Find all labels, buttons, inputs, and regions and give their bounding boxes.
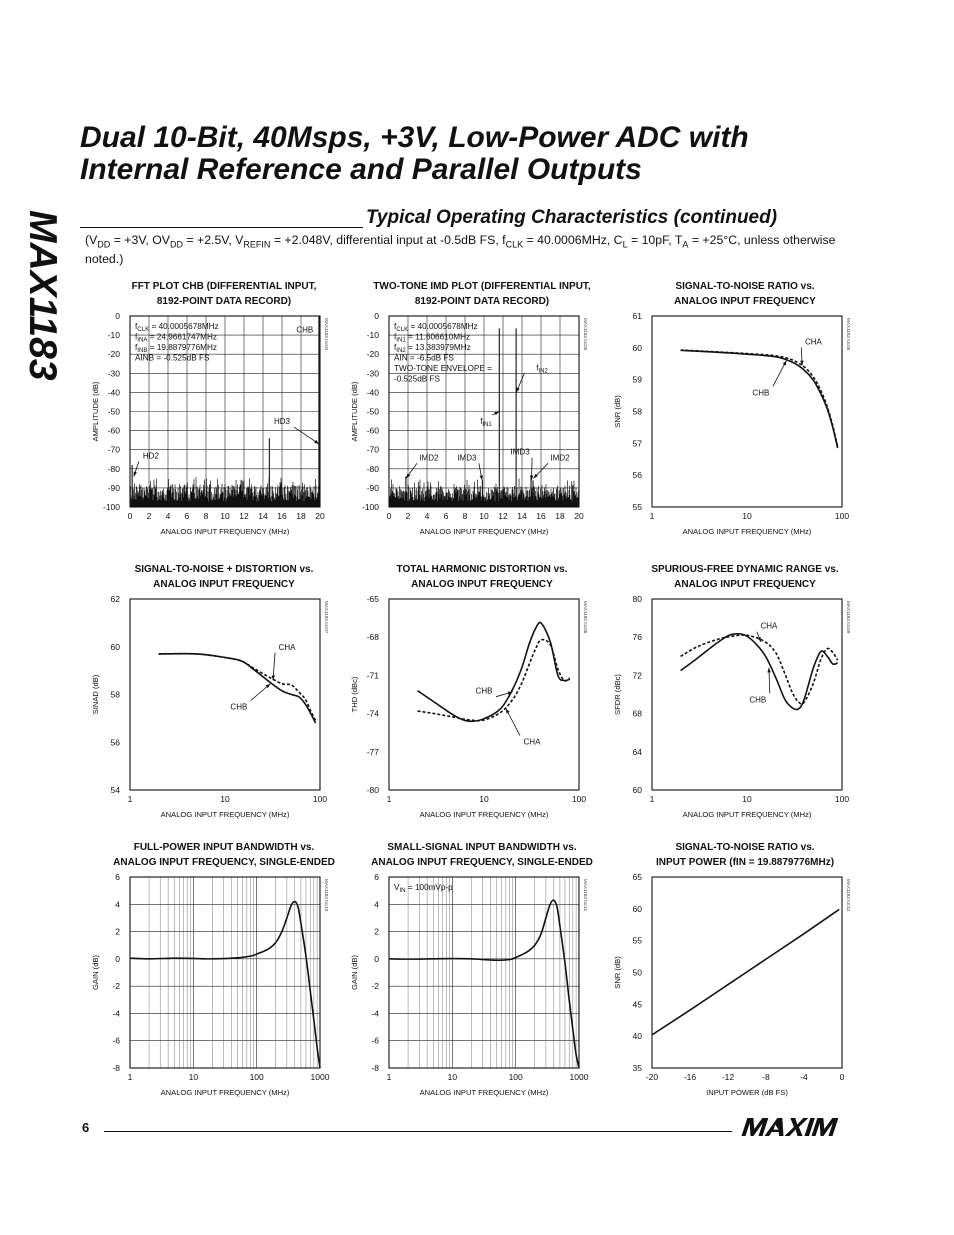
chart-title-toc08: TOTAL HARMONIC DISTORTION vs. ANALOG INPUT FREQUENCY	[396, 564, 568, 590]
x-tick-label: 1	[127, 1072, 133, 1082]
y-tick-label: 50	[632, 967, 642, 978]
annotation-label: IMD2	[419, 453, 439, 463]
x-tick-label: 14	[258, 511, 268, 521]
page-title-line1: Dual 10-Bit, 40Msps, +3V, Low-Power ADC with	[80, 121, 749, 154]
annotation-label: CHB	[752, 388, 770, 398]
y-tick-label: 56	[110, 737, 120, 748]
y-tick-label: 62	[110, 594, 120, 604]
annotation-label: IMD2	[550, 453, 570, 463]
annotation-label: CHB	[296, 325, 314, 335]
y-tick-label: 35	[632, 1063, 642, 1073]
section-title: Typical Operating Characteristics (continued)	[366, 207, 778, 228]
chart-title-toc09: SPURIOUS-FREE DYNAMIC RANGE vs. ANALOG INPUT FREQUENCY	[651, 564, 839, 590]
y-axis-label: THD (dBc)	[350, 676, 359, 713]
x-tick-label: 100	[834, 794, 850, 804]
x-tick-label: 10	[479, 511, 489, 521]
figure-code: MAX1183 toc12	[846, 879, 851, 912]
y-tick-label: -6	[371, 1035, 379, 1046]
y-tick-label: 4	[115, 899, 120, 910]
y-tick-label: -90	[366, 482, 379, 493]
series-line-chb	[681, 350, 838, 448]
x-tick-label: 100	[312, 794, 328, 804]
figure-code: MAX1183 toc09	[846, 601, 851, 634]
chart-toc11	[350, 872, 589, 1097]
plot-frame	[652, 599, 842, 790]
chart-toc12	[613, 872, 851, 1097]
x-tick-label: 4	[424, 511, 430, 521]
y-tick-label: -40	[366, 387, 379, 398]
y-tick-label: -30	[107, 368, 120, 379]
annotation-arrowhead	[783, 361, 787, 366]
figure-code: MAX1183 toc04	[324, 318, 329, 351]
info-line: $f_{INA} = 24.9661747MHz$	[135, 332, 217, 344]
x-tick-label: 20	[315, 511, 325, 521]
y-tick-label: 55	[632, 935, 642, 946]
chart-toc06	[613, 311, 851, 536]
annotation-label: CHA	[804, 337, 822, 347]
chart-toc09	[613, 594, 851, 819]
x-axis-label: INPUT POWER (dB FS)	[706, 1088, 788, 1097]
y-tick-label: -70	[107, 444, 120, 455]
y-tick-label: -70	[366, 444, 379, 455]
info-line: $f_{IN1} = 11.606610MHz$	[394, 332, 471, 344]
y-tick-label: -68	[366, 632, 379, 643]
x-tick-label: 0	[839, 1072, 845, 1082]
y-tick-label: -77	[366, 746, 379, 757]
y-tick-label: -10	[107, 330, 120, 341]
annotation-label: $f_{IN1}$	[480, 417, 492, 429]
y-tick-label: -100	[361, 502, 379, 512]
page-number: 6	[82, 1120, 90, 1135]
x-tick-label: 10	[188, 1072, 199, 1082]
x-tick-label: 18	[555, 511, 565, 521]
y-tick-label: -50	[107, 406, 120, 417]
x-tick-label: -12	[721, 1072, 735, 1082]
chart-title-toc07: SIGNAL-TO-NOISE + DISTORTION vs. ANALOG INPUT FREQUENCY	[134, 564, 314, 590]
y-tick-label: 6	[115, 872, 120, 882]
x-axis-label: ANALOG INPUT FREQUENCY (MHz)	[160, 527, 290, 536]
y-axis-label: SINAD (dB)	[91, 674, 100, 715]
annotation-arrowhead	[767, 668, 770, 673]
y-tick-label: 0	[115, 311, 120, 321]
chart-title-toc12: SIGNAL-TO-NOISE RATIO vs. INPUT POWER (fIN = 19.8879776MHz)	[655, 842, 835, 868]
x-tick-label: 14	[517, 511, 527, 521]
figure-code: MAX1183 toc05	[583, 318, 588, 351]
y-axis-label: SNR (dB)	[613, 956, 622, 989]
y-tick-label: 55	[632, 502, 642, 512]
annotation-label: HD3	[273, 417, 291, 427]
x-axis-label: ANALOG INPUT FREQUENCY (MHz)	[419, 810, 549, 819]
y-tick-label: -60	[366, 425, 379, 436]
y-tick-label: -6	[112, 1035, 120, 1046]
x-tick-label: -8	[762, 1072, 770, 1082]
x-axis-label: ANALOG INPUT FREQUENCY (MHz)	[682, 810, 812, 819]
series-line	[389, 900, 579, 1068]
x-tick-label: 16	[277, 511, 287, 521]
maxim-logo	[740, 1116, 854, 1138]
figure-code: MAX1183 toc10	[324, 879, 329, 912]
x-tick-label: 100	[834, 511, 850, 521]
figure-code: MAX1183 toc07	[324, 601, 329, 634]
x-tick-label: -16	[683, 1072, 697, 1082]
info-line: $V_{IN} = 100mVp-p$	[394, 883, 453, 894]
annotation-label: IMD3	[510, 447, 530, 457]
y-tick-label: 4	[374, 899, 379, 910]
y-tick-label: 2	[374, 926, 379, 937]
x-axis-label: ANALOG INPUT FREQUENCY (MHz)	[419, 1088, 549, 1097]
y-tick-label: -20	[366, 349, 379, 360]
y-tick-label: 56	[632, 470, 642, 481]
info-line: TWO-TONE ENVELOPE =	[394, 364, 492, 373]
annotation-label: CHB	[230, 702, 248, 712]
x-tick-label: 1	[649, 511, 655, 521]
y-axis-label: SFDR (dBc)	[613, 674, 622, 715]
y-tick-label: 58	[632, 406, 642, 417]
annotation-label: CHB	[749, 695, 767, 705]
info-line: $f_{CLK} = 40.0005678MHz$	[135, 322, 219, 333]
x-tick-label: 6	[184, 511, 190, 521]
figure-code: MAX1183 toc06	[846, 318, 851, 351]
info-line: -0.525dB FS	[394, 374, 440, 384]
x-tick-label: 6	[443, 511, 449, 521]
annotation-arrowhead	[506, 709, 510, 714]
y-tick-label: 59	[632, 374, 642, 385]
x-tick-label: 18	[296, 511, 306, 521]
x-tick-label: 1	[386, 794, 392, 804]
y-tick-label: 61	[632, 311, 642, 321]
y-tick-label: 0	[115, 953, 120, 964]
footer-rule	[104, 1131, 732, 1132]
y-axis-label: AMPLITUDE (dB)	[350, 381, 359, 442]
annotation-arrowhead	[134, 471, 137, 476]
info-line: $f_{IN2} = 13.383979MHz$	[394, 343, 471, 354]
x-axis-label: ANALOG INPUT FREQUENCY (MHz)	[419, 527, 549, 536]
x-axis-label: ANALOG INPUT FREQUENCY (MHz)	[682, 527, 812, 536]
x-tick-label: 10	[447, 1072, 458, 1082]
chart-toc05	[350, 311, 588, 536]
x-tick-label: 100	[249, 1072, 264, 1082]
chart-title-toc05: TWO-TONE IMD PLOT (DIFFERENTIAL INPUT, 8192-POINT DATA RECORD)	[373, 281, 591, 307]
x-tick-label: 8	[462, 511, 468, 521]
x-axis-label: ANALOG INPUT FREQUENCY (MHz)	[160, 810, 290, 819]
y-tick-label: -10	[366, 330, 379, 341]
x-tick-label: -20	[645, 1072, 659, 1082]
y-tick-label: 0	[374, 953, 379, 964]
y-tick-label: 45	[632, 999, 642, 1010]
x-tick-label: 20	[574, 511, 584, 521]
info-line: $f_{CLK} = 40.0005678MHz$	[394, 322, 478, 333]
annotation-label: HD2	[142, 451, 159, 461]
series-line-chb	[159, 654, 316, 724]
y-tick-label: -90	[107, 482, 120, 493]
x-tick-label: 1	[386, 1072, 392, 1082]
x-tick-label: 2	[405, 511, 411, 521]
annotation-arrowhead	[314, 440, 319, 444]
annotation-label: CHA	[278, 642, 296, 652]
chart-title-toc04: FFT PLOT CHB (DIFFERENTIAL INPUT, 8192-POINT DATA RECORD)	[131, 281, 317, 307]
page-title-line2: Internal Reference and Parallel Outputs	[80, 153, 642, 186]
x-tick-label: 12	[239, 511, 249, 521]
y-tick-label: 40	[632, 1031, 642, 1042]
annotation-label: CHA	[523, 737, 541, 747]
series-line	[652, 909, 839, 1034]
y-axis-label: SNR (dB)	[613, 395, 622, 428]
chart-title-toc06: SIGNAL-TO-NOISE RATIO vs. ANALOG INPUT FREQUENCY	[674, 281, 816, 307]
y-tick-label: -4	[112, 1008, 120, 1019]
x-tick-label: -4	[800, 1072, 808, 1082]
y-tick-label: 0	[374, 311, 379, 321]
info-line: $f_{INB} = 19.8879776MHz$	[135, 343, 217, 354]
y-tick-label: 64	[632, 746, 642, 757]
side-part-number: MAX1183	[21, 210, 64, 381]
annotation-label: CHB	[475, 686, 493, 696]
x-tick-label: 8	[203, 511, 209, 521]
x-axis-label: ANALOG INPUT FREQUENCY (MHz)	[160, 1088, 290, 1097]
figure-code: MAX1183 toc11	[583, 879, 588, 912]
x-tick-label: 4	[165, 511, 171, 521]
y-tick-label: -40	[107, 387, 120, 398]
test-conditions: ($V_{DD} = +3V$, $OV_{DD} = +2.5V$, $V_{REFIN} = +2.048V$, differential input at -0.5dB FS, $f_{CLK} = 40.0006MHz$, $C_L = 10pF$, $T_A = +25^\circ C$, unless otherwise noted.)	[85, 233, 836, 267]
y-tick-label: -20	[107, 349, 120, 360]
x-tick-label: 10	[742, 511, 752, 521]
series-line-chb	[418, 622, 570, 721]
y-tick-label: 2	[115, 926, 120, 937]
chart-title-toc11: SMALL-SIGNAL INPUT BANDWIDTH vs. ANALOG INPUT FREQUENCY, SINGLE-ENDED	[371, 842, 593, 868]
y-tick-label: -2	[371, 981, 379, 992]
y-tick-label: -100	[102, 502, 120, 512]
x-tick-label: 0	[386, 511, 392, 521]
x-tick-label: 100	[508, 1072, 523, 1082]
chart-toc07	[91, 594, 329, 819]
y-tick-label: 6	[374, 872, 379, 882]
annotation-label: $f_{IN2}$	[536, 363, 548, 375]
y-tick-label: -30	[366, 368, 379, 379]
x-tick-label: 1000	[310, 1072, 330, 1082]
annotation-arrowhead	[530, 476, 533, 481]
chart-toc10	[91, 872, 330, 1097]
series-line-cha	[418, 640, 570, 721]
x-tick-label: 12	[498, 511, 508, 521]
y-axis-label: GAIN (dB)	[91, 954, 100, 991]
y-tick-label: -60	[107, 425, 120, 436]
y-tick-label: -8	[112, 1063, 120, 1073]
y-tick-label: -74	[366, 708, 379, 719]
y-tick-label: -2	[112, 981, 120, 992]
y-tick-label: 57	[632, 438, 642, 449]
x-tick-label: 1	[127, 794, 133, 804]
y-tick-label: -4	[371, 1008, 379, 1019]
chart-toc04	[91, 311, 329, 536]
y-tick-label: -80	[366, 785, 379, 795]
y-tick-label: 60	[632, 342, 642, 353]
y-tick-label: 68	[632, 708, 642, 719]
x-tick-label: 1000	[569, 1072, 589, 1082]
y-tick-label: 76	[632, 632, 642, 643]
y-axis-label: AMPLITUDE (dB)	[91, 381, 100, 442]
y-tick-label: 60	[110, 641, 120, 652]
x-tick-label: 10	[220, 794, 230, 804]
y-tick-label: 54	[110, 785, 120, 795]
y-tick-label: 60	[632, 785, 642, 795]
x-tick-label: 10	[220, 511, 230, 521]
plot-frame	[389, 877, 579, 1068]
annotation-arrowhead	[480, 475, 483, 480]
chart-title-toc10: FULL-POWER INPUT BANDWIDTH vs. ANALOG INPUT FREQUENCY, SINGLE-ENDED	[113, 842, 335, 868]
series-line	[130, 902, 320, 1068]
chart-toc08	[350, 594, 588, 819]
x-tick-label: 100	[571, 794, 587, 804]
y-tick-label: -80	[107, 463, 120, 474]
x-tick-label: 2	[146, 511, 152, 521]
annotation-arrowhead	[494, 412, 499, 416]
series-line-cha	[681, 350, 838, 446]
x-tick-label: 16	[536, 511, 546, 521]
info-line: AIN = -6.5dB FS	[394, 353, 454, 363]
y-tick-label: -80	[366, 463, 379, 474]
y-axis-label: GAIN (dB)	[350, 954, 359, 991]
y-tick-label: -8	[371, 1063, 379, 1073]
y-tick-label: 80	[632, 594, 642, 604]
info-line: AINB = -0.525dB FS	[135, 353, 210, 363]
x-tick-label: 1	[649, 794, 655, 804]
y-tick-label: -71	[366, 670, 379, 681]
figure-code: MAX1183 toc08	[583, 601, 588, 634]
y-tick-label: 72	[632, 670, 642, 681]
y-tick-label: 58	[110, 689, 120, 700]
x-tick-label: 10	[479, 794, 489, 804]
annotation-arrowhead	[516, 387, 519, 392]
y-tick-label: 60	[632, 903, 642, 914]
series-line-cha	[681, 635, 838, 704]
y-tick-label: -50	[366, 406, 379, 417]
annotation-label: IMD3	[457, 453, 477, 463]
x-tick-label: 0	[127, 511, 133, 521]
y-tick-label: -65	[366, 594, 379, 604]
x-tick-label: 10	[742, 794, 752, 804]
y-tick-label: 65	[632, 872, 642, 882]
annotation-label: CHA	[760, 621, 778, 631]
